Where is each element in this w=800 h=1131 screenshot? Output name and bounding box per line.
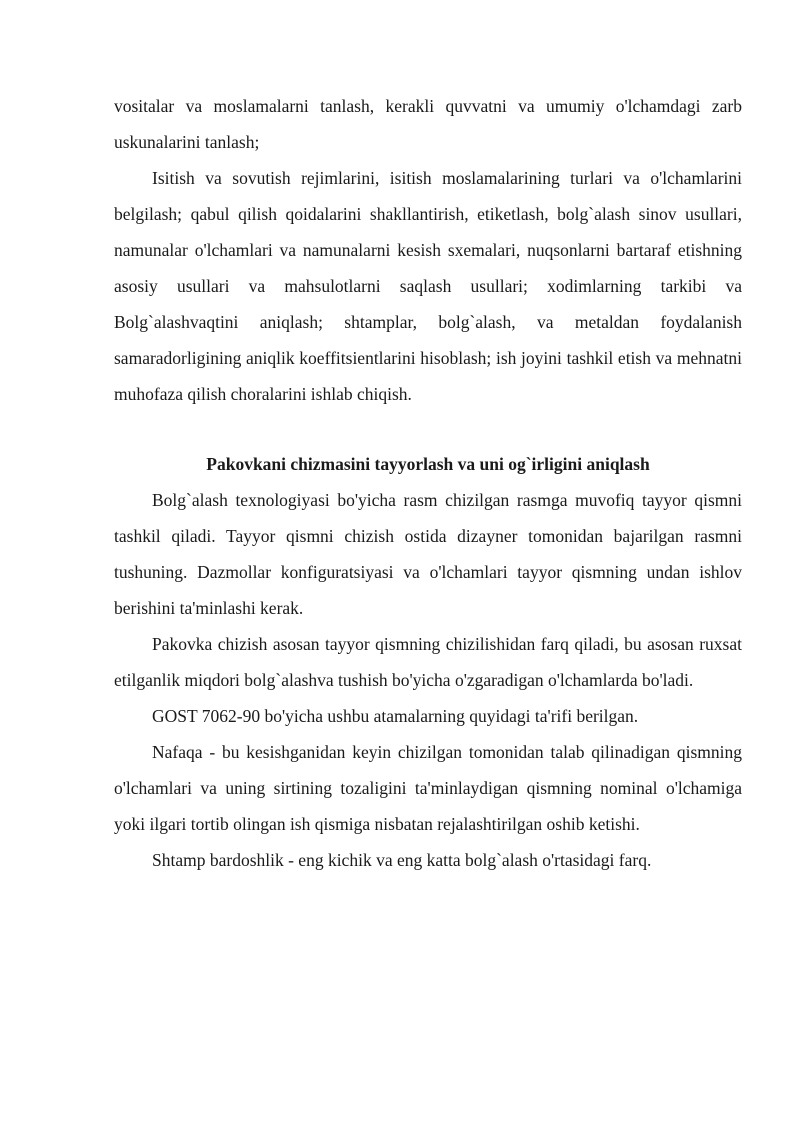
document-page xyxy=(114,88,742,878)
paragraph-forging-technology: Bolg`alash texnologiyasi bo'yicha rasm chizilgan rasmga muvofiq tayyor qismni tashkil qiladi. Tayyor qismni chizish ostida dizayner tomonidan bajarilgan rasmni tushuning. Dazmollar konfiguratsiyasi va o'lchamlari tayyor qismning undan ishlov berishini ta'minlashi kerak. xyxy=(114,490,742,618)
paragraph-gost-reference: GOST 7062-90 bo'yicha ushbu atamalarning quyidagi ta'rifi berilgan. xyxy=(152,706,639,726)
paragraph-allowance-definition: Nafaqa - bu kesishganidan keyin chizilgan tomonidan talab qilinadigan qismning o'lchamlari va uning sirtining tozaligini ta'minlaydigan qismning nominal o'lchamiga yoki ilgari tortib olingan ish qismiga nisbatan rejalashtirilgan oshib ketishi. xyxy=(114,742,742,834)
section-heading: Pakovkani chizmasini tayyorlash va uni og`irligini aniqlash xyxy=(206,454,650,474)
paragraph-continuation: vositalar va moslamalarni tanlash, kerakli quvvatni va umumiy o'lchamdagi zarb uskunalarini tanlash; xyxy=(114,96,742,152)
paragraph-heating-regimes: Isitish va sovutish rejimlarini, isitish moslamalarining turlari va o'lchamlarini belgilash; qabul qilish qoidalarini shakllantirish, etiketlash, bolg`alash sinov usullari, namunalar o'lchamlari va namunalarni kesish sxemalari, nuqsonlarni bartaraf etishning asosiy usullari va mahsulotlarni saqlash usullari; xodimlarning tarkibi va Bolg`alashvaqtini aniqlash; shtamplar, bolg`alash, va metaldan foydalanish samaradorligining aniqlik koeffitsientlarini hisoblash; ish joyini tashkil etish va mehnatni muhofaza qilish choralarini ishlab chiqish. xyxy=(114,168,742,404)
paragraph-forging-drawing: Pakovka chizish asosan tayyor qismning chizilishidan farq qiladi, bu asosan ruxsat etilganlik miqdori bolg`alashva tushish bo'yicha o'zgaradigan o'lchamlarda bo'ladi. xyxy=(114,634,742,690)
paragraph-tolerance-definition: Shtamp bardoshlik - eng kichik va eng katta bolg`alash o'rtasidagi farq. xyxy=(152,850,652,870)
